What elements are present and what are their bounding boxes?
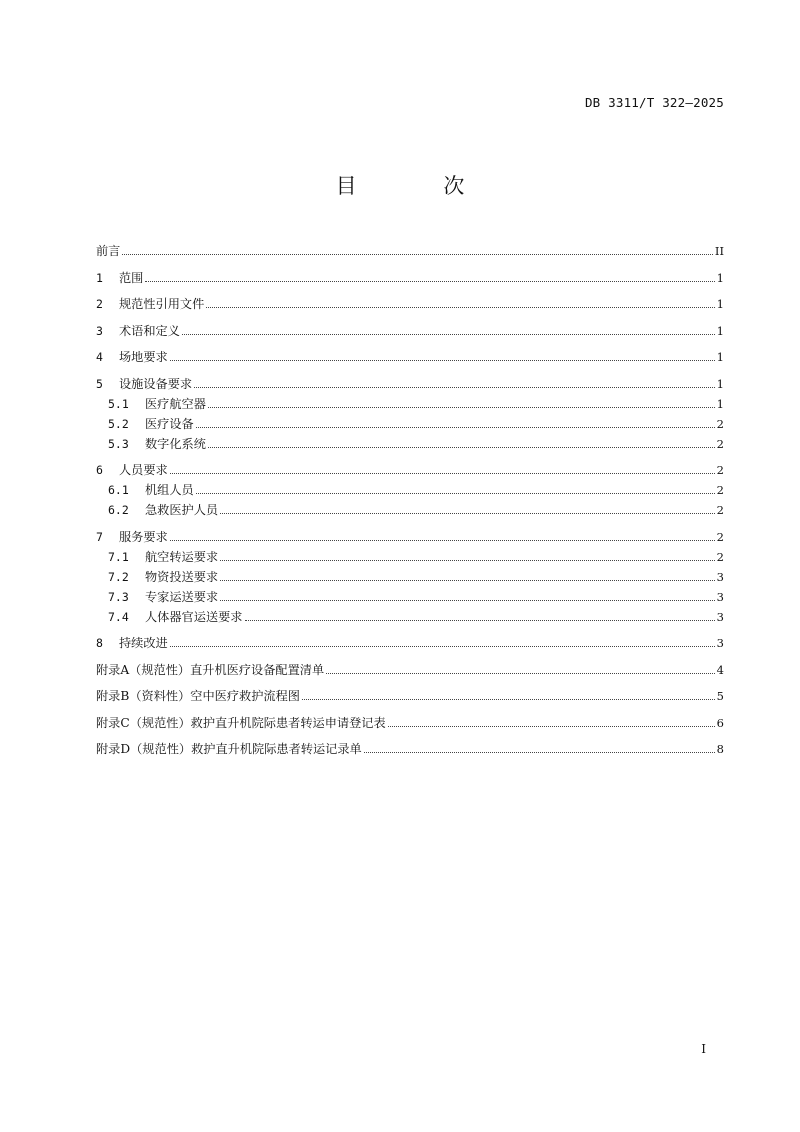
toc-entry-page: 5 xyxy=(716,689,724,703)
toc-entry-number: 4 xyxy=(96,350,103,364)
toc-dot-leader xyxy=(145,280,714,282)
toc-dot-leader xyxy=(208,446,715,448)
toc-entry-page: 4 xyxy=(716,662,724,677)
toc-dot-leader xyxy=(220,512,715,514)
toc-entry[interactable] xyxy=(96,374,724,394)
toc-dot-leader xyxy=(220,559,715,561)
toc-entry-label: 术语和定义 xyxy=(119,323,180,338)
toc-dot-leader xyxy=(196,492,715,494)
toc-entry[interactable] xyxy=(96,294,724,314)
toc-entry-label: 场地要求 xyxy=(119,350,168,364)
toc-entry-page: 2 xyxy=(716,529,724,544)
toc-entry-page: 6 xyxy=(716,715,724,730)
toc-entry-label: 服务要求 xyxy=(119,529,168,544)
toc-entry-label: 附录D（规范性）救护直升机院际患者转运记录单 xyxy=(96,742,362,756)
toc-entry-page: 3 xyxy=(716,589,724,604)
toc-entry[interactable] xyxy=(96,587,724,607)
toc-dot-leader xyxy=(220,599,715,601)
toc-entry-page: 3 xyxy=(716,569,724,584)
toc-dot-leader xyxy=(302,698,715,700)
toc-entry-label: 航空转运要求 xyxy=(145,549,219,564)
toc-dot-leader xyxy=(364,751,715,753)
toc-entry-label: 范围 xyxy=(119,270,144,285)
toc-entry-number: 7.2 xyxy=(108,569,129,584)
toc-entry-page: 1 xyxy=(716,270,724,285)
toc-entry-label: 数字化系统 xyxy=(145,436,206,451)
table-of-contents xyxy=(96,241,724,759)
toc-entry-number: 5.2 xyxy=(108,416,129,431)
toc-entry-page: 1 xyxy=(716,297,724,311)
toc-dot-leader xyxy=(170,359,715,361)
toc-entry-label: 物资投送要求 xyxy=(145,569,219,584)
toc-dot-leader xyxy=(206,306,714,308)
toc-entry-label: 附录A（规范性）直升机医疗设备配置清单 xyxy=(96,662,325,677)
toc-entry-page: 2 xyxy=(716,503,724,517)
toc-entry-number: 6.2 xyxy=(108,503,129,517)
toc-entry-label: 人员要求 xyxy=(119,463,168,477)
toc-entry[interactable] xyxy=(96,268,724,288)
toc-entry[interactable] xyxy=(96,713,724,733)
toc-entry-label: 附录B（资料性）空中医疗救护流程图 xyxy=(96,689,300,703)
toc-entry-number: 5.1 xyxy=(108,396,129,411)
toc-entry-number: 2 xyxy=(96,297,103,311)
toc-dot-leader xyxy=(245,619,715,621)
toc-entry[interactable] xyxy=(96,434,724,454)
toc-entry[interactable] xyxy=(96,347,724,367)
toc-entry-label: 机组人员 xyxy=(145,483,194,497)
toc-title: 目 次 xyxy=(335,174,505,198)
toc-dot-leader xyxy=(196,426,715,428)
toc-entry[interactable] xyxy=(96,633,724,653)
toc-entry-number: 6 xyxy=(96,463,103,477)
toc-entry[interactable] xyxy=(96,241,724,261)
toc-dot-leader xyxy=(170,645,715,647)
toc-entry-page: 2 xyxy=(716,436,724,451)
toc-entry-label: 前言 xyxy=(96,244,121,258)
toc-entry-page: 3 xyxy=(716,636,724,650)
toc-entry[interactable] xyxy=(96,321,724,341)
toc-entry[interactable] xyxy=(96,394,724,414)
toc-entry[interactable] xyxy=(96,414,724,434)
toc-entry[interactable] xyxy=(96,739,724,759)
toc-entry[interactable] xyxy=(96,607,724,627)
toc-entry[interactable] xyxy=(96,527,724,547)
toc-entry-number: 6.1 xyxy=(108,483,129,497)
page-number: I xyxy=(701,1042,706,1056)
toc-entry-number: 7.4 xyxy=(108,609,129,624)
toc-entry-number: 7.1 xyxy=(108,549,129,564)
toc-entry-label: 规范性引用文件 xyxy=(119,297,205,311)
toc-entry-label: 专家运送要求 xyxy=(145,589,219,604)
toc-entry-label: 医疗航空器 xyxy=(145,396,206,411)
toc-entry-page: 8 xyxy=(716,742,724,756)
toc-entry-label: 持续改进 xyxy=(119,636,168,650)
toc-entry-label: 附录C（规范性）救护直升机院际患者转运申请登记表 xyxy=(96,715,386,730)
toc-entry-page: 3 xyxy=(716,609,724,624)
document-code: DB 3311/T 322—2025 xyxy=(584,95,724,110)
toc-entry-label: 人体器官运送要求 xyxy=(145,609,243,624)
toc-dot-leader xyxy=(326,672,714,674)
toc-dot-leader xyxy=(122,253,713,255)
toc-entry-number: 3 xyxy=(96,323,103,338)
toc-entry[interactable] xyxy=(96,660,724,680)
toc-entry-page: 1 xyxy=(716,323,724,338)
toc-entry-number: 5.3 xyxy=(108,436,129,451)
toc-entry-page: II xyxy=(714,244,724,258)
toc-dot-leader xyxy=(194,386,715,388)
toc-entry[interactable] xyxy=(96,567,724,587)
toc-entry-label: 医疗设备 xyxy=(145,416,194,431)
toc-entry-page: 1 xyxy=(716,350,724,364)
toc-dot-leader xyxy=(182,333,715,335)
toc-dot-leader xyxy=(220,579,715,581)
toc-dot-leader xyxy=(208,406,715,408)
toc-entry-number: 1 xyxy=(96,270,103,285)
toc-entry[interactable] xyxy=(96,460,724,480)
toc-entry-page: 2 xyxy=(716,416,724,431)
toc-entry-number: 8 xyxy=(96,636,103,650)
toc-entry-number: 7.3 xyxy=(108,589,129,604)
toc-entry-number: 7 xyxy=(96,529,103,544)
toc-dot-leader xyxy=(388,725,715,727)
toc-entry[interactable] xyxy=(96,480,724,500)
toc-entry[interactable] xyxy=(96,547,724,567)
toc-entry[interactable] xyxy=(96,686,724,706)
toc-entry-number: 5 xyxy=(96,376,103,391)
toc-dot-leader xyxy=(170,472,715,474)
toc-dot-leader xyxy=(170,539,715,541)
toc-entry-page: 2 xyxy=(716,463,724,477)
toc-entry[interactable] xyxy=(96,500,724,520)
toc-entry-label: 急救医护人员 xyxy=(145,503,219,517)
toc-entry-page: 2 xyxy=(716,483,724,497)
toc-entry-page: 2 xyxy=(716,549,724,564)
toc-entry-label: 设施设备要求 xyxy=(119,376,193,391)
toc-entry-page: 1 xyxy=(716,396,724,411)
toc-entry-page: 1 xyxy=(716,376,724,391)
